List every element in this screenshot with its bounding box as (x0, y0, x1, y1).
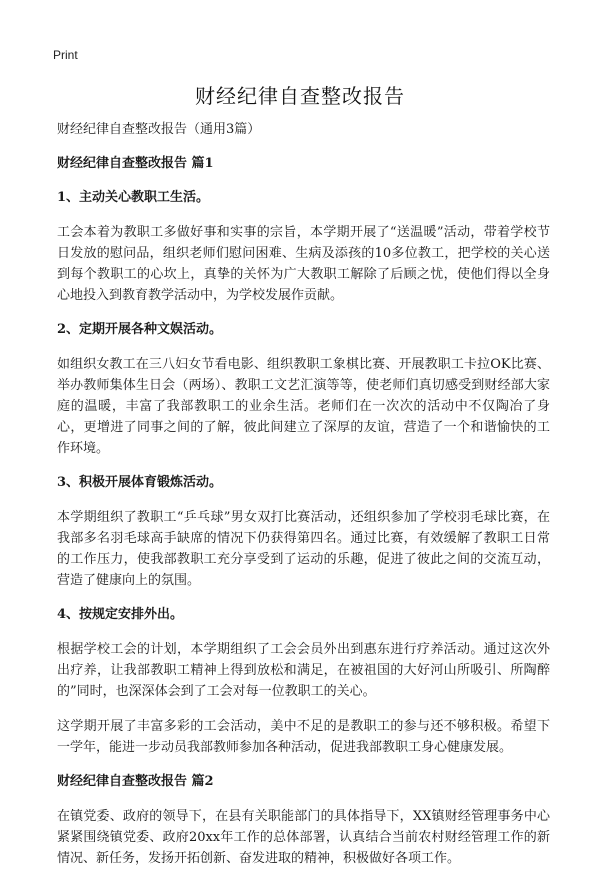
print-link[interactable]: Print (53, 48, 78, 62)
section-2-heading: 2、定期开展各种文娱活动。 (57, 322, 223, 337)
section-4-paragraph-2: 这学期开展了丰富多彩的工会活动，美中不足的是教职工的参与还不够积极。希望下一学年，能进一步动员我部教师参加各种活动，促进我部教职工身心健康发展。 (57, 719, 550, 755)
part2-paragraph: 在镇党委、政府的领导下，在县有关职能部门的具体指导下，XX镇财经管理事务中心紧紧围绕镇党委、政府20xx年工作的总体部署，认真结合当前农村财经管理工作的新情况、新任务，发扬开拓创新、奋发进取的精神，积极做好各项工作。 (57, 809, 550, 866)
section-3-paragraph: 本学期组织了教职工“乒乓球”男女双打比赛活动，还组织参加了学校羽毛球比赛，在我部多名羽毛球高手缺席的情况下仍获得第四名。通过比赛，有效缓解了教职工日常的工作压力，使我部教职工充分享受到了运动的乐趣，促进了彼此之间的交流互动，营造了健康向上的氛围。 (57, 510, 550, 588)
page-title: 财经纪律自查整改报告 (195, 84, 405, 108)
document-subtitle: 财经纪律自查整改报告（通用3篇） (57, 122, 261, 137)
section-1-heading: 1、主动关心教职工生活。 (57, 190, 210, 205)
section-2-paragraph: 如组织女教工在三八妇女节看电影、组织教职工象棋比赛、开展教职工卡拉OK比赛、举办教师集体生日会（两场）、教职工文艺汇演等等，使老师们真切感受到财经部大家庭的温暖，丰富了我部教职工的业余生活。老师们在一次次的活动中不仅陶冶了身心，更增进了同事之间的了解，彼此间建立了深厚的友谊，营造了一个和谐愉快的工作环境。 (57, 357, 550, 456)
section-3-heading: 3、积极开展体育锻炼活动。 (57, 475, 223, 490)
part1-heading: 财经纪律自查整改报告 篇1 (57, 156, 214, 171)
section-4-heading: 4、按规定安排外出。 (57, 607, 184, 622)
document-body (57, 120, 550, 883)
section-1-paragraph: 工会本着为教职工多做好事和实事的宗旨，本学期开展了“送温暖”活动，带着学校节日发放的慰问品，组织老师们慰问困难、生病及添孩的10多位教工，把学校的关心送到每个教职工的心坎上，真挚的关怀为广大教职工解除了后顾之忧，使他们得以全身心地投入到教育教学活动中，为学校发展作贡献。 (57, 225, 550, 303)
section-4-paragraph-1: 根据学校工会的计划，本学期组织了工会会员外出到惠东进行疗养活动。通过这次外出疗养，让我部教职工精神上得到放松和满足，在被祖国的大好河山所吸引、所陶醉的”同时，也深深体会到了工会对每一位教职工的关心。 (57, 642, 550, 699)
part2-heading: 财经纪律自查整改报告 篇2 (57, 774, 214, 789)
